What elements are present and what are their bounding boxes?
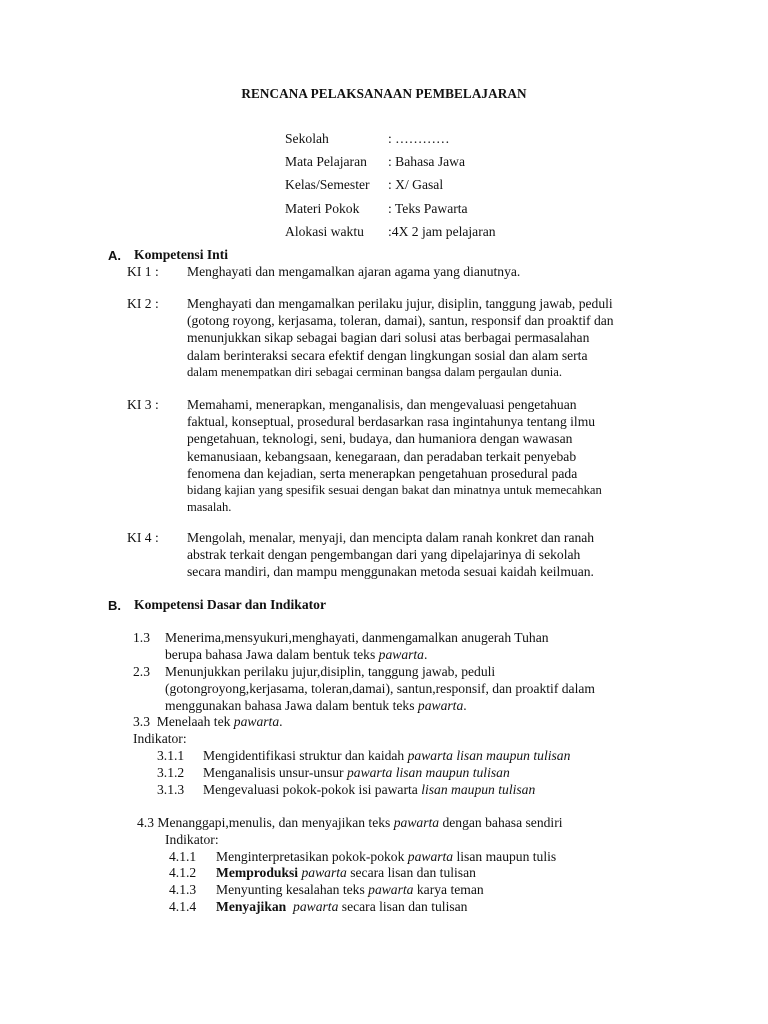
kd-1-3-line1: Menerima,mensyukuri,menghayati, danmengamalkan anugerah Tuhan bbox=[165, 630, 549, 645]
field-value-alokasi-waktu: :4X 2 jam pelajaran bbox=[388, 224, 496, 239]
italic-term: pawarta bbox=[393, 815, 440, 830]
text: secara lisan dan tulisan bbox=[338, 899, 468, 914]
ki-3-line: Memahami, menerapkan, menganalisis, dan mengevaluasi pengetahuan bbox=[187, 397, 577, 412]
field-value-sekolah: : ………… bbox=[388, 131, 450, 146]
text: menggunakan bahasa Jawa dalam bentuk teks bbox=[165, 698, 418, 713]
italic-term: pawarta lisan maupun tulisan bbox=[346, 765, 510, 780]
ki-2-line: menunjukkan sikap sebagai bagian dari solusi atas berbagai permasalahan bbox=[187, 330, 590, 346]
ki-3-line: bidang kajian yang spesifik sesuai dengan bakat dan minatnya untuk memecahkan bbox=[187, 483, 602, 498]
ki-4-line: Mengolah, menalar, menyaji, dan mencipta dalam ranah konkret dan ranah bbox=[187, 530, 595, 545]
field-value-kelas-semester: : X/ Gasal bbox=[388, 177, 444, 192]
kd-4-3-number: 4.3 bbox=[137, 815, 154, 830]
ki-4-text bbox=[187, 529, 594, 581]
text: Menginterpretasikan pokok-pokok bbox=[216, 849, 408, 864]
indicator-3-1-2-number: 3.1.2 bbox=[157, 765, 185, 780]
kd-2-3-line1: Menunjukkan perilaku jujur,disiplin, tanggung jawab, peduli bbox=[165, 664, 496, 679]
field-label-kelas-semester: Kelas/Semester bbox=[285, 177, 370, 192]
ki-2-text bbox=[187, 295, 614, 381]
ki-3-line: faktual, konseptual, prosedural berdasarkan rasa ingintahunya tentang ilmu bbox=[187, 414, 596, 430]
document-title: RENCANA PELAKSANAAN PEMBELAJARAN bbox=[241, 86, 527, 101]
text: . bbox=[279, 714, 283, 729]
field-label-sekolah: Sekolah bbox=[285, 131, 329, 146]
italic-term: pawarta bbox=[368, 882, 414, 897]
text: dengan bahasa sendiri bbox=[439, 815, 563, 830]
ki-1-label: KI 1 : bbox=[127, 264, 159, 279]
section-b-letter: B. bbox=[108, 598, 121, 613]
ki-2-label: KI 2 : bbox=[127, 296, 159, 311]
text: Menelaah tek bbox=[156, 714, 234, 729]
kd-3-3-number: 3.3 bbox=[133, 714, 150, 729]
section-a-letter: A. bbox=[108, 248, 121, 263]
text: karya teman bbox=[413, 882, 484, 897]
text: . bbox=[423, 647, 428, 662]
indicator-4-1-2-text bbox=[216, 864, 476, 881]
ki-4-label: KI 4 : bbox=[127, 530, 159, 545]
text: lisan maupun tulis bbox=[453, 849, 557, 864]
text: Mengidentifikasi struktur dan kaidah bbox=[203, 748, 408, 763]
kd-4-3-line bbox=[137, 814, 563, 831]
ki-3-text bbox=[187, 396, 602, 516]
italic-term: pawarta bbox=[407, 849, 454, 864]
text: Mengevaluasi pokok-pokok isi pawarta bbox=[203, 782, 422, 797]
indicator-3-1-2-text bbox=[203, 764, 510, 781]
indicator-4-1-3-text bbox=[216, 881, 484, 898]
ki-3-line: pengetahuan, teknologi, seni, budaya, dan humaniora dengan wawasan bbox=[187, 431, 573, 447]
kd-1-3-line2 bbox=[165, 646, 427, 663]
indikator-label-2: Indikator: bbox=[165, 832, 219, 847]
kd-1-3-number: 1.3 bbox=[133, 630, 150, 645]
indicator-4-1-2-number: 4.1.2 bbox=[169, 865, 197, 880]
ki-4-line: secara mandiri, dan mampu menggunakan metoda sesuai kaidah keilmuan. bbox=[187, 564, 594, 580]
italic-term: pawarta bbox=[378, 647, 424, 662]
bold-term: Memproduksi bbox=[216, 865, 299, 880]
field-label-mata-pelajaran: Mata Pelajaran bbox=[285, 154, 367, 169]
italic-term: pawarta bbox=[301, 865, 347, 880]
ki-3-line: kemanusiaan, kebangsaan, kenegaraan, dan peradaban terkait penyebab bbox=[187, 448, 577, 464]
ki-4-line: abstrak terkait dengan pengembangan dari yang dipelajarinya di sekolah bbox=[187, 547, 581, 563]
text: berupa bahasa Jawa dalam bentuk teks bbox=[165, 647, 379, 662]
indicator-3-1-1-text bbox=[203, 747, 570, 764]
indikator-label: Indikator: bbox=[133, 731, 187, 746]
italic-term: pawarta lisan maupun tulisan bbox=[407, 748, 571, 763]
ki-1-text: Menghayati dan mengamalkan ajaran agama yang dianutnya. bbox=[187, 264, 521, 279]
field-label-alokasi-waktu: Alokasi waktu bbox=[285, 224, 364, 239]
ki-3-line: fenomena dan kejadian, serta menerapkan pengetahuan prosedural pada bbox=[187, 465, 578, 481]
ki-2-line: (gotong royong, kerjasama, toleran, damai), santun, responsif dan proaktif dan bbox=[187, 313, 614, 329]
kd-2-3-number: 2.3 bbox=[133, 664, 150, 679]
indicator-4-1-1-number: 4.1.1 bbox=[169, 849, 197, 864]
text: Menanggapi,menulis, dan menyajikan teks bbox=[157, 815, 394, 830]
ki-2-line: Menghayati dan mengamalkan perilaku jujur, disiplin, tanggung jawab, peduli bbox=[187, 296, 613, 311]
kd-3-3-line bbox=[133, 713, 283, 730]
text: Menganalisis unsur-unsur bbox=[203, 765, 347, 780]
indicator-4-1-4-number: 4.1.4 bbox=[169, 899, 197, 914]
field-label-materi-pokok: Materi Pokok bbox=[285, 201, 360, 216]
text: Menyunting kesalahan teks bbox=[216, 882, 369, 897]
italic-term: lisan maupun tulisan bbox=[421, 782, 536, 797]
indicator-3-1-1-number: 3.1.1 bbox=[157, 748, 185, 763]
text: secara lisan dan tulisan bbox=[346, 865, 476, 880]
section-b-title: Kompetensi Dasar dan Indikator bbox=[134, 597, 326, 612]
section-a-title: Kompetensi Inti bbox=[134, 247, 229, 262]
indicator-3-1-3-number: 3.1.3 bbox=[157, 782, 185, 797]
field-value-materi-pokok: : Teks Pawarta bbox=[388, 201, 468, 216]
indicator-4-1-4-text bbox=[216, 898, 467, 915]
indicator-3-1-3-text bbox=[203, 781, 535, 798]
ki-3-label: KI 3 : bbox=[127, 397, 159, 412]
kd-2-3-line3 bbox=[165, 697, 467, 714]
italic-term: pawarta bbox=[417, 698, 464, 713]
ki-2-line: dalam berinteraksi secara efektif dengan lingkungan sosial dan alam serta bbox=[187, 347, 588, 363]
bold-term: Menyajikan bbox=[216, 899, 287, 914]
italic-term: pawarta bbox=[233, 714, 280, 729]
indicator-4-1-3-number: 4.1.3 bbox=[169, 882, 197, 897]
indicator-4-1-1-text bbox=[216, 848, 556, 865]
italic-term: pawarta bbox=[293, 899, 339, 914]
text: . bbox=[463, 698, 467, 713]
kd-2-3-line2: (gotongroyong,kerjasama, toleran,damai), santun,responsif, dan proaktif dalam bbox=[165, 681, 595, 696]
field-value-mata-pelajaran: : Bahasa Jawa bbox=[388, 154, 466, 169]
ki-2-line: dalam menempatkan diri sebagai cerminan bangsa dalam pergaulan dunia. bbox=[187, 364, 562, 379]
ki-3-line: masalah. bbox=[187, 500, 232, 515]
